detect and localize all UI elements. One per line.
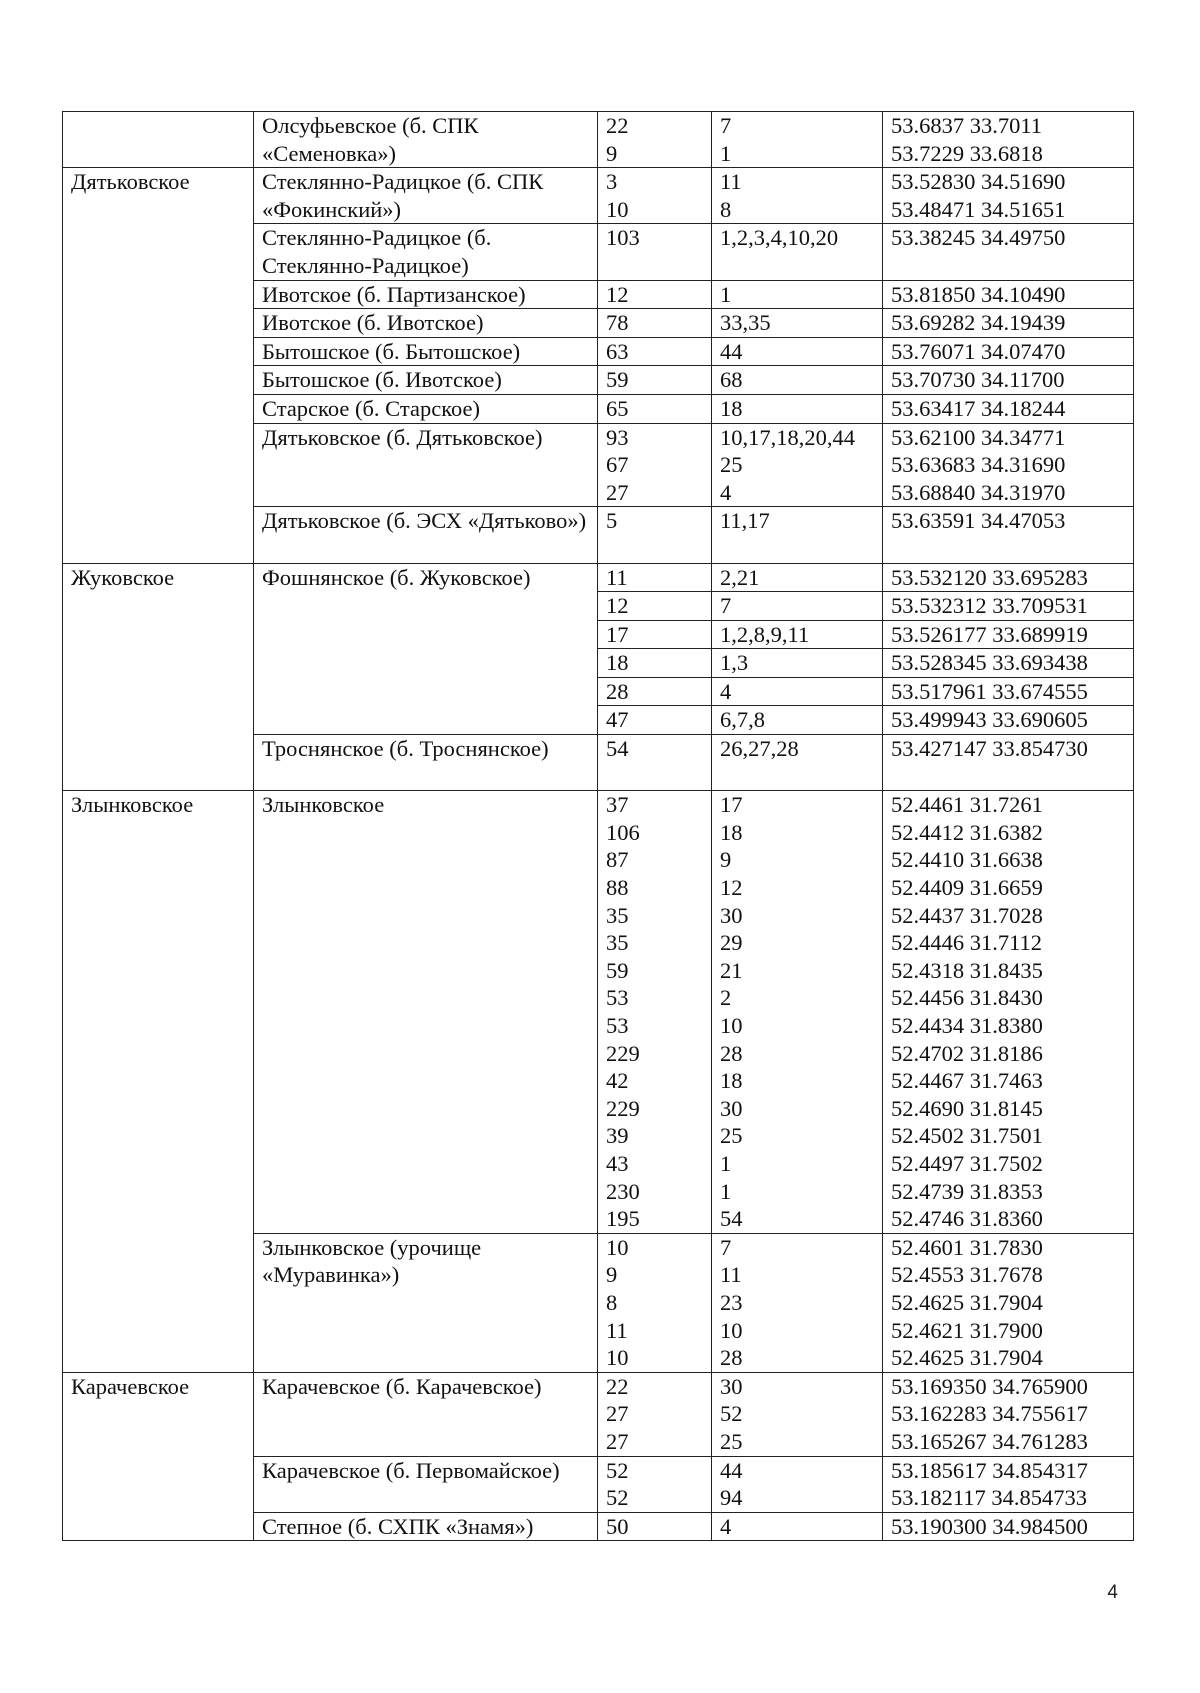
coords-value: 53.76071 34.07470 [891,338,1066,364]
kvartal-value: 88 [606,875,629,901]
kvartal-value: 3 [606,169,618,195]
coords-value: 53.182117 34.854733 [891,1485,1088,1511]
kvartal-value: 12 [606,281,629,307]
vydel-value: 30 [720,1373,743,1399]
kvartal-value: 195 [606,1206,640,1232]
vydel-value: 28 [720,1345,743,1371]
coords-value: 52.4625 31.7904 [891,1289,1043,1315]
coords-cell [883,677,1134,706]
kvartal-value: 9 [606,140,618,166]
coords-value: 53.62100 34.34771 [891,424,1066,450]
kvartal-value: 12 [606,593,629,619]
kvartal-value: 47 [606,707,629,733]
kvartal-value: 50 [606,1513,629,1539]
vydel-cell [712,366,883,395]
vydel-value: 10,17,18,20,44 [720,424,855,450]
kvartal-value: 11 [606,1317,628,1343]
coords-cell [883,224,1134,280]
coords-value [891,763,1133,791]
vydel-cell [712,309,883,338]
vydel-cell [712,649,883,678]
vydel-cell [712,507,883,563]
coords-value: 53.162283 34.755617 [891,1401,1088,1427]
kvartal-value: 42 [606,1068,629,1094]
coords-value: 52.4456 31.8430 [891,985,1043,1011]
vydel-value: 26,27,28 [720,736,799,762]
coords-value: 53.69282 34.19439 [891,310,1066,336]
vydel-value: 44 [720,1457,743,1483]
vydel-value: 6,7,8 [720,707,765,733]
coords-value: 52.4446 31.7112 [891,930,1043,956]
vydel-value: 30 [720,1095,743,1121]
kvartal-value: 229 [606,1095,640,1121]
vydel-cell [712,112,883,168]
kvartal-value: 53 [606,1013,629,1038]
kvartal-value [606,252,711,280]
kvartal-value: 229 [606,1040,640,1066]
kvartal-value: 9 [606,1262,618,1288]
kvartal-value: 106 [606,819,640,845]
kvartal-value: 17 [606,621,629,647]
kvartal-cell [598,791,712,1234]
table-row [63,168,1134,224]
vydel-value: 2 [720,985,732,1011]
district-cell [63,112,254,168]
vydel-value: 25 [720,452,743,478]
coords-value: 53.517961 33.674555 [891,678,1088,704]
kvartal-value: 103 [606,225,640,251]
vydel-value: 68 [720,367,743,393]
kvartal-value: 22 [606,1373,629,1399]
coords-value [891,535,1133,563]
vydel-value: 4 [720,1513,732,1539]
hunting-ground-cell: Бытошское (б. Ивотское) [254,366,598,395]
vydel-value: 18 [720,395,743,421]
coords-cell [883,620,1134,649]
coords-cell [883,337,1134,366]
coords-value: 53.526177 33.689919 [891,621,1088,647]
vydel-value: 52 [720,1401,743,1427]
kvartal-value: 22 [606,113,629,138]
kvartal-cell [598,1512,712,1541]
vydel-value: 25 [720,1123,743,1149]
vydel-cell [712,1233,883,1372]
coords-cell [883,1233,1134,1372]
coords-cell [883,280,1134,309]
kvartal-value: 27 [606,1428,629,1454]
hunting-ground-cell: Карачевское (б. Первомайское) [254,1456,598,1512]
kvartal-value: 52 [606,1485,629,1511]
kvartal-value: 18 [606,650,629,676]
vydel-cell [712,706,883,735]
vydel-cell [712,620,883,649]
coords-value: 53.70730 34.11700 [891,367,1065,393]
kvartal-value: 11 [606,564,628,590]
kvartal-value: 27 [606,1401,629,1427]
kvartal-value: 43 [606,1150,629,1176]
kvartal-cell [598,620,712,649]
vydel-value: 33,35 [720,310,771,336]
kvartal-value: 59 [606,957,629,983]
kvartal-cell [598,280,712,309]
kvartal-cell [598,309,712,338]
kvartal-cell [598,649,712,678]
table-row [63,1372,1134,1456]
kvartal-value: 35 [606,902,629,928]
coords-cell [883,168,1134,224]
coords-value: 53.63683 34.31690 [891,452,1066,478]
vydel-value: 10 [720,1317,743,1343]
kvartal-value: 93 [606,424,629,450]
kvartal-cell [598,1456,712,1512]
coords-value: 53.528345 33.693438 [891,650,1088,676]
vydel-value: 30 [720,902,743,928]
kvartal-value: 230 [606,1178,640,1204]
vydel-value: 7 [720,113,732,138]
kvartal-cell [598,366,712,395]
kvartal-value: 87 [606,847,629,873]
vydel-value: 7 [720,593,732,619]
coords-value: 52.4497 31.7502 [891,1150,1043,1176]
vydel-value: 1,2,3,4,10,20 [720,225,839,251]
kvartal-value: 27 [606,479,629,505]
vydel-value: 21 [720,957,743,983]
vydel-value: 28 [720,1040,743,1066]
vydel-value: 4 [720,678,732,704]
vydel-value: 7 [720,1234,732,1260]
coords-value: 53.532312 33.709531 [891,593,1088,619]
coords-value: 53.48471 34.51651 [891,196,1066,222]
vydel-cell [712,1456,883,1512]
coords-cell [883,112,1134,168]
coords-value: 52.4621 31.7900 [891,1317,1043,1343]
coords-value: 53.190300 34.984500 [891,1513,1088,1539]
coords-cell [883,423,1134,507]
coords-value: 52.4409 31.6659 [891,875,1043,901]
coords-cell [883,507,1134,563]
page-number: 4 [1107,1582,1118,1603]
vydel-cell [712,224,883,280]
vydel-value: 1 [720,1178,732,1204]
coords-value: 52.4702 31.8186 [891,1040,1043,1066]
kvartal-value: 67 [606,452,629,478]
coords-cell [883,791,1134,1234]
vydel-value [720,763,882,791]
coords-cell [883,649,1134,678]
vydel-cell [712,168,883,224]
hunting-ground-cell: Старское (б. Старское) [254,394,598,423]
kvartal-value [606,763,711,791]
table-row [63,563,1134,592]
kvartal-cell [598,112,712,168]
vydel-value: 44 [720,338,743,364]
coords-value: 53.7229 33.6818 [891,140,1043,166]
coords-value: 53.63417 34.18244 [891,395,1066,421]
coords-cell [883,309,1134,338]
hunting-ground-cell: Карачевское (б. Карачевское) [254,1372,598,1456]
kvartal-value: 52 [606,1457,629,1483]
hunting-ground-cell: Олсуфьевское (б. СПК «Семеновка») [254,112,598,168]
vydel-cell [712,735,883,791]
vydel-value: 1 [720,140,732,166]
kvartal-cell [598,507,712,563]
coords-cell [883,735,1134,791]
kvartal-value: 37 [606,792,629,818]
coords-value: 52.4434 31.8380 [891,1013,1043,1038]
vydel-cell [712,1372,883,1456]
coords-value: 52.4318 31.8435 [891,957,1043,983]
kvartal-value: 10 [606,196,629,222]
table-row [63,112,1134,168]
kvartal-value [606,535,711,563]
kvartal-cell [598,563,712,592]
kvartal-cell [598,706,712,735]
kvartal-cell [598,224,712,280]
hunting-ground-cell: Злынковское (урочище «Муравинка») [254,1233,598,1372]
district-cell: Злынковское [63,791,254,1372]
hunting-ground-cell: Ивотское (б. Партизанское) [254,280,598,309]
coords-value: 53.185617 34.854317 [891,1457,1088,1483]
vydel-value: 29 [720,930,743,956]
coords-value: 52.4410 31.6638 [891,847,1043,873]
vydel-value: 2,21 [720,564,760,590]
coords-cell [883,592,1134,621]
hunting-ground-cell: Троснянское (б. Троснянское) [254,735,598,791]
vydel-cell [712,280,883,309]
vydel-cell [712,394,883,423]
coords-value: 52.4467 31.7463 [891,1068,1043,1094]
coords-value: 53.427147 33.854730 [891,736,1088,762]
vydel-value [720,252,882,280]
district-cell: Карачевское [63,1372,254,1541]
coords-value: 52.4502 31.7501 [891,1123,1043,1149]
coordinates-table [62,111,1134,1541]
hunting-ground-cell: Фошнянское (б. Жуковское) [254,563,598,735]
coords-value: 53.38245 34.49750 [891,225,1066,251]
kvartal-value: 54 [606,736,629,762]
coords-value: 52.4739 31.8353 [891,1178,1043,1204]
vydel-value: 1,3 [720,650,749,676]
vydel-value: 11 [720,1262,742,1288]
coords-value: 53.532120 33.695283 [891,564,1088,590]
hunting-ground-cell: Стеклянно-Радицкое (б. Стеклянно-Радицкое) [254,224,598,280]
coords-value: 52.4746 31.8360 [891,1206,1043,1232]
vydel-cell [712,1512,883,1541]
vydel-cell [712,337,883,366]
vydel-value: 23 [720,1289,743,1315]
coords-value: 53.6837 33.7011 [891,113,1043,138]
kvartal-value: 35 [606,930,629,956]
coords-cell [883,366,1134,395]
hunting-ground-cell: Степное (б. СХПК «Знамя») [254,1512,598,1541]
hunting-ground-cell: Дятьковское (б. ЭСХ «Дятьково») [254,507,598,563]
vydel-cell [712,423,883,507]
vydel-value: 4 [720,479,732,505]
kvartal-value: 78 [606,310,629,336]
kvartal-value: 28 [606,678,629,704]
kvartal-value: 59 [606,367,629,393]
coords-value: 52.4412 31.6382 [891,819,1043,845]
vydel-cell [712,592,883,621]
vydel-value: 17 [720,792,743,818]
kvartal-cell [598,1233,712,1372]
vydel-value: 1 [720,281,732,307]
coords-value: 53.169350 34.765900 [891,1373,1088,1399]
hunting-ground-cell: Бытошское (б. Бытошское) [254,337,598,366]
kvartal-value: 8 [606,1289,618,1315]
coords-value: 52.4601 31.7830 [891,1234,1043,1260]
coords-value: 53.63591 34.47053 [891,508,1066,534]
district-cell: Жуковское [63,563,254,791]
coords-value: 53.68840 34.31970 [891,479,1066,505]
vydel-value: 25 [720,1428,743,1454]
kvartal-value: 5 [606,508,618,534]
coords-value: 52.4690 31.8145 [891,1095,1043,1121]
coords-value: 53.81850 34.10490 [891,281,1066,307]
coords-value [891,252,1133,280]
vydel-value: 54 [720,1206,743,1232]
vydel-value: 11 [720,169,742,195]
kvartal-value: 53 [606,985,629,1011]
vydel-value: 1 [720,1150,732,1176]
hunting-ground-cell: Злынковское [254,791,598,1234]
vydel-cell [712,677,883,706]
hunting-ground-cell: Ивотское (б. Ивотское) [254,309,598,338]
hunting-ground-cell: Дятьковское (б. Дятьковское) [254,423,598,507]
coords-value: 53.52830 34.51690 [891,169,1066,195]
vydel-value: 9 [720,847,732,873]
coords-value: 53.165267 34.761283 [891,1428,1088,1454]
kvartal-cell [598,423,712,507]
vydel-value: 94 [720,1485,743,1511]
kvartal-value: 10 [606,1345,629,1371]
kvartal-value: 63 [606,338,629,364]
coords-value: 52.4437 31.7028 [891,902,1043,928]
vydel-value: 18 [720,819,743,845]
vydel-cell [712,563,883,592]
kvartal-value: 39 [606,1123,629,1149]
kvartal-cell [598,735,712,791]
vydel-value: 11,17 [720,508,770,534]
coords-cell [883,563,1134,592]
district-cell: Дятьковское [63,168,254,563]
vydel-value: 12 [720,875,743,901]
coords-cell [883,1512,1134,1541]
vydel-cell [712,791,883,1234]
kvartal-cell [598,337,712,366]
coords-value: 52.4625 31.7904 [891,1345,1043,1371]
vydel-value: 10 [720,1013,743,1038]
kvartal-cell [598,168,712,224]
kvartal-cell [598,1372,712,1456]
kvartal-cell [598,394,712,423]
coords-cell [883,394,1134,423]
coords-cell [883,1456,1134,1512]
coords-value: 52.4553 31.7678 [891,1262,1043,1288]
coords-cell [883,1372,1134,1456]
kvartal-cell [598,677,712,706]
table-row [63,791,1134,1234]
kvartal-cell [598,592,712,621]
coords-value: 52.4461 31.7261 [891,792,1043,818]
hunting-ground-cell: Стеклянно-Радицкое (б. СПК «Фокинский») [254,168,598,224]
coords-value: 53.499943 33.690605 [891,707,1088,733]
vydel-value: 18 [720,1068,743,1094]
vydel-value: 1,2,8,9,11 [720,621,810,647]
vydel-value: 8 [720,196,732,222]
coords-cell [883,706,1134,735]
kvartal-value: 10 [606,1234,629,1260]
kvartal-value: 65 [606,395,629,421]
vydel-value [720,535,882,563]
